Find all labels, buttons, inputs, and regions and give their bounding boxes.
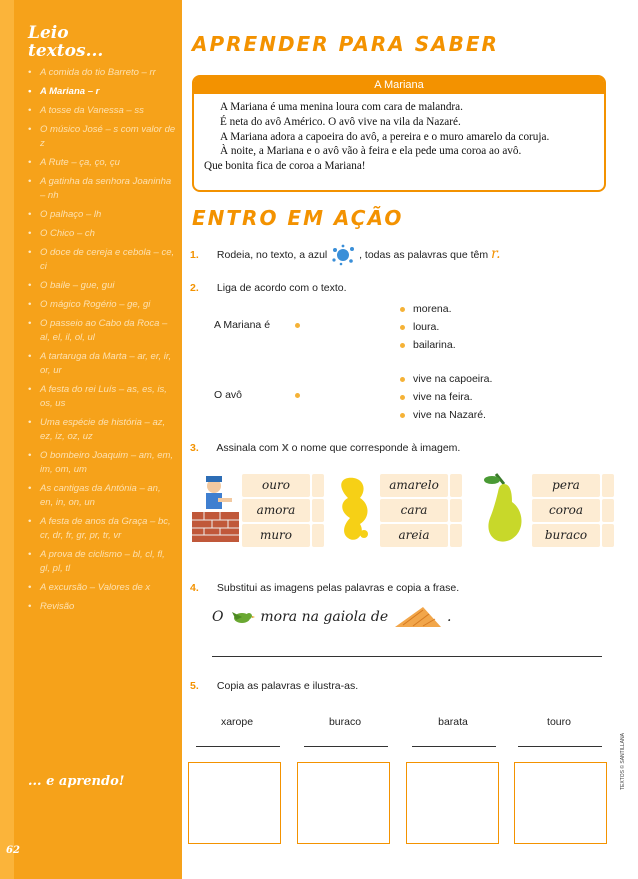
check-box[interactable] xyxy=(312,474,324,497)
match-option[interactable] xyxy=(400,339,456,351)
word-option: muro xyxy=(242,524,310,547)
subject-label: O avô xyxy=(214,389,243,401)
letter-r: r. xyxy=(491,245,501,262)
sidebar-title xyxy=(28,24,168,60)
copy-line[interactable] xyxy=(196,746,280,747)
option-label: vive na feira. xyxy=(413,391,473,403)
sidebar-item: • O passeio ao Cabo da Roca – al, el, il, ol, ul xyxy=(28,317,176,345)
copy-word: barata xyxy=(438,716,468,728)
answer-line[interactable] xyxy=(212,656,602,657)
blue-paint-splash-icon xyxy=(330,244,356,266)
sidebar-item: • A tosse da Vanessa – ss xyxy=(28,104,176,118)
drawing-box[interactable] xyxy=(297,762,390,844)
story-paragraph: Que bonita fica de coroa a Mariana! xyxy=(204,160,366,173)
question-number: 5. xyxy=(190,680,199,692)
bird-icon xyxy=(228,608,256,626)
side-credit: TEXTOS © SANTILLANA xyxy=(620,733,626,790)
story-paragraph: É neta do avô Américo. O avô vive na vila da Nazaré. xyxy=(220,115,461,128)
sidebar-item: • A comida do tio Barreto – rr xyxy=(28,66,176,80)
check-box[interactable] xyxy=(602,474,614,497)
match-dot[interactable] xyxy=(295,393,300,398)
sidebar-title-line2: textos... xyxy=(28,41,104,61)
match-option[interactable] xyxy=(400,409,486,421)
sidebar-item: • O baile – gue, gui xyxy=(28,279,176,293)
question-5 xyxy=(190,680,358,692)
sidebar-item: • A prova de ciclismo – bl, cl, fl, gl, pl, tl xyxy=(28,548,176,576)
check-box[interactable] xyxy=(602,499,614,522)
copy-word: xarope xyxy=(220,716,254,728)
question-1 xyxy=(190,244,501,266)
option-label: bailarina. xyxy=(413,339,456,351)
straw-pile-icon xyxy=(393,605,443,629)
question-2 xyxy=(190,282,347,294)
copy-line[interactable] xyxy=(518,746,602,747)
check-box[interactable] xyxy=(312,524,324,547)
word-choice-group-3 xyxy=(532,474,614,547)
sidebar-title-line1: Leio xyxy=(28,23,69,43)
question-4 xyxy=(190,582,459,594)
match-dot[interactable] xyxy=(400,377,405,382)
sidebar-item: • Revisão xyxy=(28,600,176,614)
question-number: 3. xyxy=(190,442,199,454)
sidebar-item: • As cantigas da Antónia – an, en, in, on, un xyxy=(28,482,176,510)
sidebar-item: • A gatinha da senhora Joaninha – nh xyxy=(28,175,176,203)
sidebar-item: • A Mariana – r xyxy=(28,85,176,99)
match-subject-avo xyxy=(214,389,308,401)
word-option: buraco xyxy=(532,524,600,547)
sidebar-list xyxy=(28,66,176,619)
word-option: pera xyxy=(532,474,600,497)
question-text: Substitui as imagens pelas palavras e copia a frase. xyxy=(216,582,460,594)
word-option: areia xyxy=(380,524,448,547)
question-number: 2. xyxy=(190,282,199,294)
rebus-sentence xyxy=(212,605,452,629)
section-title-entro: ENTRO EM AÇÃO xyxy=(192,206,404,230)
sidebar-item: • A tartaruga da Marta – ar, er, ir, or, ur xyxy=(28,350,176,378)
option-label: vive na capoeira. xyxy=(413,373,493,385)
sidebar-item: • A festa do rei Luís – as, es, is, os, us xyxy=(28,383,176,411)
sidebar-item: • A festa de anos da Graça – bc, cr, dr, fr, gr, pr, tr, vr xyxy=(28,515,176,543)
check-box[interactable] xyxy=(450,499,462,522)
story-box xyxy=(192,75,606,192)
section-title-aprender: APRENDER PARA SABER xyxy=(192,32,499,56)
story-text xyxy=(194,94,604,174)
sidebar-item: • O mágico Rogério – ge, gi xyxy=(28,298,176,312)
copy-line[interactable] xyxy=(412,746,496,747)
word-option: amarelo xyxy=(380,474,448,497)
sentence-part: mora na gaiola de xyxy=(260,609,389,625)
sidebar-item: • A Rute – ça, ço, çu xyxy=(28,156,176,170)
story-paragraph: À noite, a Mariana e o avô vão à feira e ela pede uma coroa ao avô. xyxy=(220,145,522,158)
sidebar-item: • O músico José – s com valor de z xyxy=(28,123,176,151)
story-paragraph: A Mariana adora a capoeira do avô, a pereira e o muro amarelo da coruja. xyxy=(220,130,550,143)
match-dot[interactable] xyxy=(400,343,405,348)
option-label: morena. xyxy=(413,303,452,315)
sidebar-item: • O Chico – ch xyxy=(28,227,176,241)
match-dot[interactable] xyxy=(295,323,300,328)
word-option: coroa xyxy=(532,499,600,522)
question-text: Copia as palavras e ilustra-as. xyxy=(216,680,359,692)
copy-line[interactable] xyxy=(304,746,388,747)
match-dot[interactable] xyxy=(400,307,405,312)
question-text: , todas as palavras que têm xyxy=(359,248,489,261)
word-option: amora xyxy=(242,499,310,522)
sidebar-item: • O bombeiro Joaquim – am, em, im, om, um xyxy=(28,449,176,477)
match-dot[interactable] xyxy=(400,325,405,330)
check-box[interactable] xyxy=(312,499,324,522)
story-paragraph: A Mariana é uma menina loura com cara de malandra. xyxy=(220,101,463,113)
sentence-part: . xyxy=(447,609,452,625)
question-text: Rodeia, no texto, a azul xyxy=(216,248,328,261)
sidebar-item: • Uma espécie de história – az, ez, iz, oz, uz xyxy=(28,416,176,444)
match-dot[interactable] xyxy=(400,413,405,418)
subject-label: A Mariana é xyxy=(214,319,271,331)
word-option: cara xyxy=(380,499,448,522)
check-box[interactable] xyxy=(450,474,462,497)
sidebar-edge xyxy=(0,0,14,879)
drawing-box[interactable] xyxy=(406,762,499,844)
question-number: 4. xyxy=(190,582,199,594)
question-text: Liga de acordo com o texto. xyxy=(216,282,347,294)
check-box[interactable] xyxy=(450,524,462,547)
option-label: vive na Nazaré. xyxy=(413,409,486,421)
sidebar-item: • O doce de cereja e cebola – ce, ci xyxy=(28,246,176,274)
sentence-part: O xyxy=(212,609,224,625)
word-choice-group-1 xyxy=(242,474,324,547)
copy-word: touro xyxy=(547,716,571,728)
match-option[interactable] xyxy=(400,391,473,403)
match-dot[interactable] xyxy=(400,395,405,400)
match-option[interactable] xyxy=(400,303,452,315)
yellow-paint-blob-illustration xyxy=(336,474,376,546)
option-label: loura. xyxy=(413,321,440,333)
copy-word: buraco xyxy=(328,716,362,728)
question-number: 1. xyxy=(190,248,199,261)
pear-illustration xyxy=(482,472,528,544)
bricklayer-illustration xyxy=(188,472,243,544)
word-option: ouro xyxy=(242,474,310,497)
sidebar-item: • O palhaço – lh xyxy=(28,208,176,222)
page-number: 62 xyxy=(6,845,20,856)
drawing-box[interactable] xyxy=(188,762,281,844)
match-subject-mariana xyxy=(214,319,308,331)
sidebar-footer: ... e aprendo! xyxy=(28,774,125,789)
question-3 xyxy=(190,442,460,454)
word-choice-group-2 xyxy=(380,474,462,547)
check-box[interactable] xyxy=(602,524,614,547)
drawing-box[interactable] xyxy=(514,762,607,844)
sidebar-item: • A excursão – Valores de x xyxy=(28,581,176,595)
question-text: o nome que corresponde à imagem. xyxy=(291,442,461,454)
x-mark-icon: X xyxy=(281,442,289,454)
match-option[interactable] xyxy=(400,321,439,333)
story-title: A Mariana xyxy=(194,77,604,94)
question-text: Assinala com xyxy=(216,442,279,454)
match-option[interactable] xyxy=(400,373,492,385)
